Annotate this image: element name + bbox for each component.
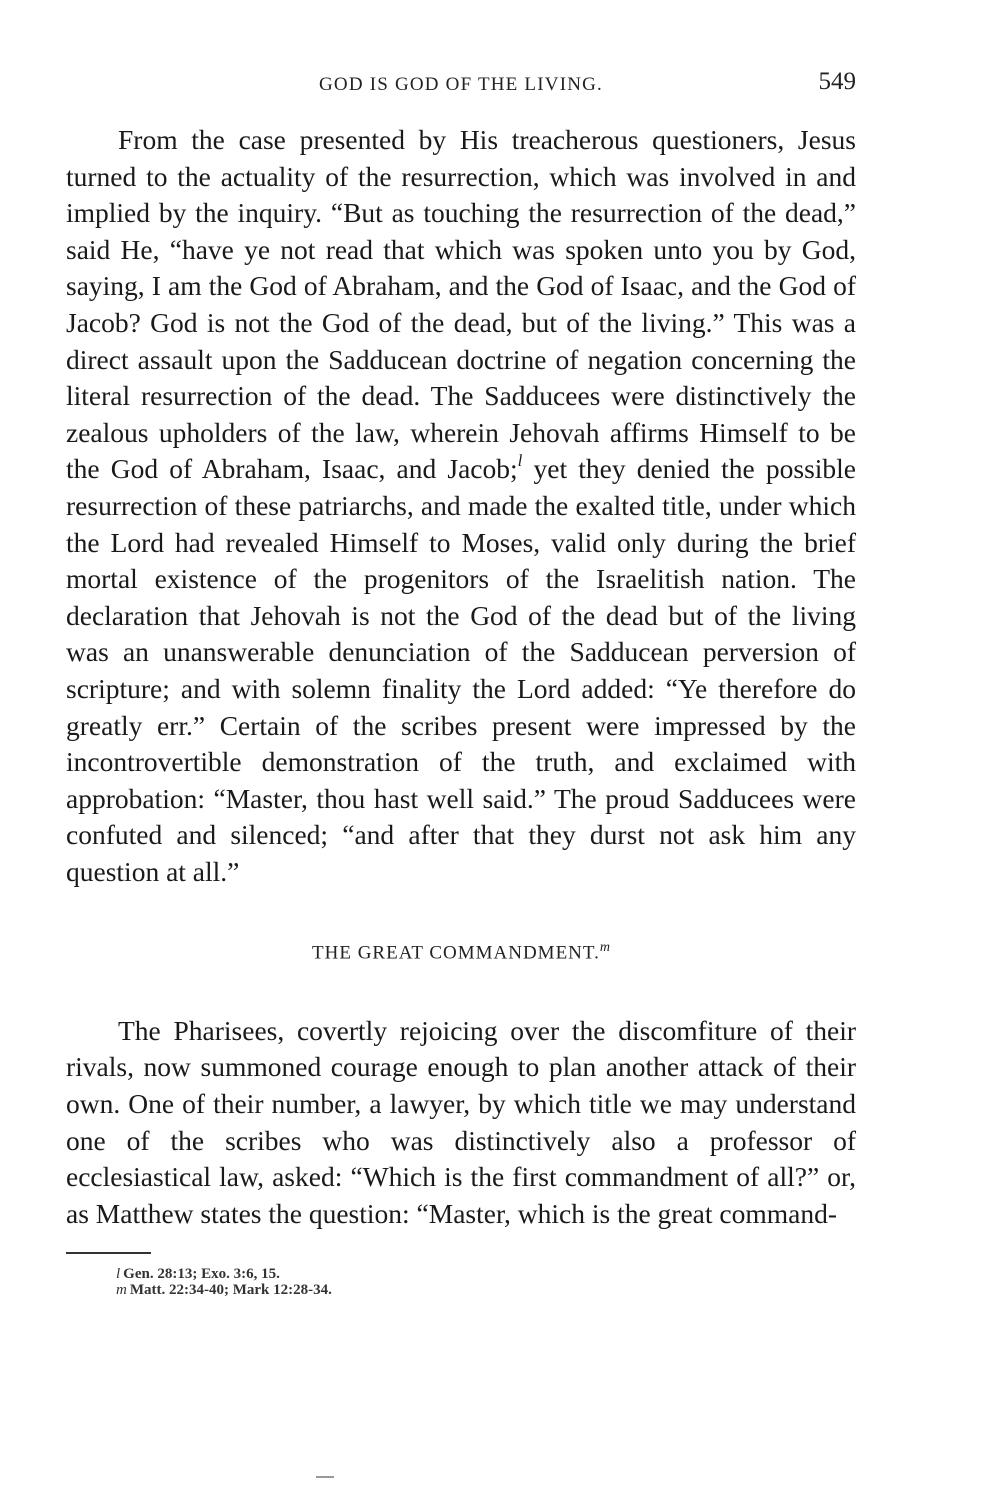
- footnote-ref-l: l: [517, 451, 523, 471]
- paragraph-text: From the case presented by His treacherous questioners, Jesus turned to the actuality of the resurrection, which was involved in and implied by the inquiry. “But as touching the resurrection of the dead,” said He, “have ye not read that which was spoken unto you by God, saying, I am the God of Abraham, and the God of Isaac, and the God of Jacob? God is not the God of the dead, but of the living.” This was a direct assault upon the Sadducean doctrine of negation concerning the literal resurrection of the dead. The Sadducees were distinctively the zealous upholders of the law, wherein Jehovah affirms Himself to be the God of Abraham, Isaac, and Jacob;: [66, 124, 856, 485]
- paragraph-great-commandment: The Pharisees, covertly rejoicing over the discomfiture of their rivals, now summoned courage enough to plan another attack of their own. One of their number, a lawyer, by which title we may understand one of the scribes who was distinctively also a professor of ecclesiastical law, asked: “Which is the first commandment of all?” or, as Matthew states the question: “Master, which is the great command-: [66, 1014, 856, 1229]
- footnote-text: Gen. 28:13; Exo. 3:6, 15.: [123, 1266, 280, 1283]
- running-title: GOD IS GOD OF THE LIVING.: [318, 74, 604, 95]
- footnote-marker: m: [116, 1282, 127, 1299]
- footnote-ref-m: m: [599, 940, 610, 956]
- page-number: 549: [818, 68, 856, 95]
- page-bottom-mark: [316, 1476, 334, 1478]
- section-heading: [66, 940, 856, 964]
- footnote-text: Matt. 22:34-40; Mark 12:28-34.: [129, 1282, 332, 1299]
- footnote-marker: l: [116, 1266, 121, 1283]
- footnotes: [66, 1266, 856, 1298]
- paragraph-text-continued: yet they denied the possible resurrection of these patriarchs, and made the exalted title, under which the Lord had revealed Himself to Moses, valid only during the brief mortal existence of the progenitors of the Israelitish nation. The declaration that Jehovah is not the God of the dead but of the living was an unanswerable denunciation of the Sadducean perversion of scripture; and with solemn finality the Lord added: “Ye therefore do greatly err.” Certain of the scribes present were impressed by the incontrovertible demonstration of the truth, and exclaimed with approbation: “Master, thou hast well said.” The proud Sadducees were confuted and silenced; “and after that they durst not ask him any question at all.”: [66, 453, 857, 887]
- footnote-m: [116, 1282, 856, 1298]
- paragraph-resurrection: [66, 122, 856, 890]
- running-head: [66, 60, 856, 104]
- footnote-divider: [66, 1252, 151, 1254]
- section-heading-text: THE GREAT COMMANDMENT.: [312, 942, 600, 964]
- footnote-l: [116, 1266, 856, 1282]
- book-page: [66, 60, 856, 1298]
